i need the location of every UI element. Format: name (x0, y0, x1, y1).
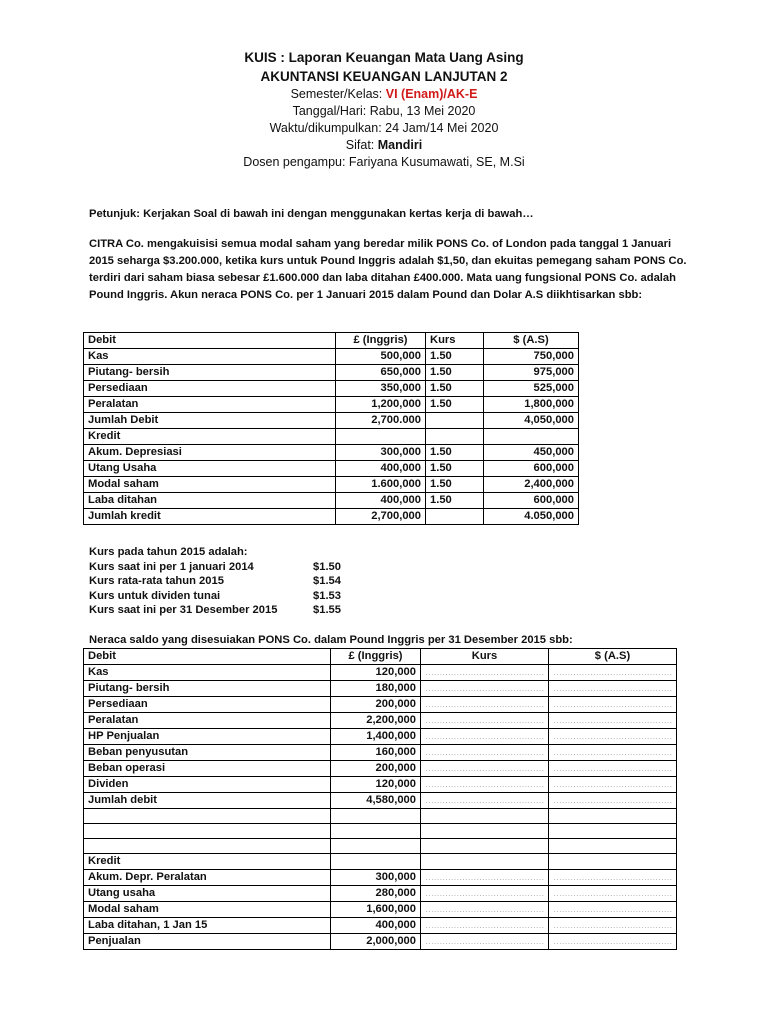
gbp-amount: 1.600,000 (336, 477, 426, 493)
usd-amount: 750,000 (484, 349, 579, 365)
usd-amount: 600,000 (484, 461, 579, 477)
rate-blank-cell: …………………………………… (421, 902, 549, 918)
rate-blank-cell (421, 839, 549, 854)
usd-blank-cell: …………………………………… (549, 918, 677, 934)
usd-blank-cell (549, 809, 677, 824)
table-row (84, 729, 677, 745)
nature-label: Sifat: (345, 138, 378, 152)
usd-blank-cell: …………………………………… (549, 761, 677, 777)
rate-blank-cell: …………………………………… (421, 713, 549, 729)
account-name: Piutang- bersih (84, 365, 336, 381)
account-name: Jumlah kredit (84, 509, 336, 525)
account-name: Modal saham (84, 477, 336, 493)
rate-blank-cell: …………………………………… (421, 918, 549, 934)
table-row (84, 934, 677, 950)
usd-blank-cell: …………………………………… (549, 697, 677, 713)
column-header: $ (A.S) (549, 649, 677, 665)
gbp-amount: 200,000 (331, 761, 421, 777)
exchange-rates-block (89, 545, 389, 618)
quiz-title: KUIS : Laporan Keuangan Mata Uang Asing (244, 50, 524, 65)
rate-value: $1.50 (313, 560, 341, 573)
rate-blank-cell (421, 809, 549, 824)
rate-blank-cell: …………………………………… (421, 870, 549, 886)
table-row (84, 809, 677, 824)
exchange-rate: 1.50 (426, 397, 484, 413)
usd-blank-cell: …………………………………… (549, 934, 677, 950)
usd-blank-cell: …………………………………… (549, 681, 677, 697)
gbp-amount (331, 809, 421, 824)
gbp-amount: 500,000 (336, 349, 426, 365)
account-name: Peralatan (84, 713, 331, 729)
usd-blank-cell: …………………………………… (549, 745, 677, 761)
exchange-rate (426, 509, 484, 525)
nature-line (0, 137, 768, 154)
rate-value: $1.53 (313, 589, 341, 602)
table-row (84, 902, 677, 918)
account-name: Utang usaha (84, 886, 331, 902)
usd-blank-cell: …………………………………… (549, 886, 677, 902)
rate-item (89, 574, 389, 589)
rate-blank-cell (421, 854, 549, 870)
gbp-amount: 120,000 (331, 665, 421, 681)
rate-label: Kurs saat ini per 1 januari 2014 (89, 560, 254, 573)
gbp-amount: 650,000 (336, 365, 426, 381)
gbp-amount: 300,000 (336, 445, 426, 461)
gbp-amount: 120,000 (331, 777, 421, 793)
gbp-amount: 180,000 (331, 681, 421, 697)
account-name: Piutang- bersih (84, 681, 331, 697)
table-row (84, 761, 677, 777)
rate-blank-cell: …………………………………… (421, 777, 549, 793)
rate-item (89, 560, 389, 575)
semester-value: VI (Enam)/AK-E (385, 87, 478, 101)
exchange-rate: 1.50 (426, 365, 484, 381)
usd-amount: 1,800,000 (484, 397, 579, 413)
table-row (84, 429, 579, 445)
gbp-amount: 4,580,000 (331, 793, 421, 809)
usd-amount: 600,000 (484, 493, 579, 509)
gbp-amount: 280,000 (331, 886, 421, 902)
table-row (84, 777, 677, 793)
table-header-row (84, 333, 579, 349)
rate-blank-cell: …………………………………… (421, 665, 549, 681)
usd-blank-cell: …………………………………… (549, 777, 677, 793)
semester-line (0, 86, 768, 103)
rate-label: Kurs saat ini per 31 Desember 2015 (89, 604, 278, 617)
account-name: Utang Usaha (84, 461, 336, 477)
gbp-amount: 400,000 (336, 493, 426, 509)
gbp-amount (336, 429, 426, 445)
usd-blank-cell: …………………………………… (549, 902, 677, 918)
rates-heading: Kurs pada tahun 2015 adalah: (89, 546, 248, 558)
gbp-amount: 400,000 (336, 461, 426, 477)
gbp-amount: 300,000 (331, 870, 421, 886)
semester-label: Semester/Kelas: (290, 87, 386, 101)
account-name: Jumlah Debit (84, 413, 336, 429)
usd-blank-cell (549, 839, 677, 854)
gbp-amount: 1,200,000 (336, 397, 426, 413)
rate-label: Kurs rata-rata tahun 2015 (89, 575, 224, 588)
account-name: Persediaan (84, 381, 336, 397)
exchange-rate: 1.50 (426, 493, 484, 509)
account-name: Beban operasi (84, 761, 331, 777)
rate-value: $1.55 (313, 604, 341, 617)
usd-amount: 975,000 (484, 365, 579, 381)
usd-blank-cell (549, 824, 677, 839)
rate-value: $1.54 (313, 575, 341, 588)
usd-amount: 4.050,000 (484, 509, 579, 525)
date-line: Tanggal/Hari: Rabu, 13 Mei 2020 (292, 104, 476, 118)
usd-blank-cell: …………………………………… (549, 729, 677, 745)
column-header: £ (Inggris) (331, 649, 421, 665)
table-row (84, 349, 579, 365)
gbp-amount (331, 824, 421, 839)
account-name: Modal saham (84, 902, 331, 918)
table-row (84, 413, 579, 429)
gbp-amount: 160,000 (331, 745, 421, 761)
instruction-text: Petunjuk: Kerjakan Soal di bawah ini dengan menggunakan kertas kerja di bawah… (89, 208, 534, 220)
lecturer-line: Dosen pengampu: Fariyana Kusumawati, SE, M.Si (243, 155, 525, 169)
rate-blank-cell: …………………………………… (421, 793, 549, 809)
rate-blank-cell: …………………………………… (421, 729, 549, 745)
opening-balance-table (83, 332, 579, 525)
usd-amount: 450,000 (484, 445, 579, 461)
account-name: Laba ditahan (84, 493, 336, 509)
account-name: Laba ditahan, 1 Jan 15 (84, 918, 331, 934)
account-name: Beban penyusutan (84, 745, 331, 761)
table-row (84, 854, 677, 870)
column-header: $ (A.S) (484, 333, 579, 349)
table-row (84, 365, 579, 381)
rate-item (89, 603, 389, 618)
trial-balance-table (83, 648, 677, 950)
rate-blank-cell: …………………………………… (421, 934, 549, 950)
exchange-rate: 1.50 (426, 445, 484, 461)
table-row (84, 886, 677, 902)
rate-blank-cell: …………………………………… (421, 697, 549, 713)
account-name: HP Penjualan (84, 729, 331, 745)
exchange-rate (426, 413, 484, 429)
gbp-amount: 2,200,000 (331, 713, 421, 729)
usd-amount: 2,400,000 (484, 477, 579, 493)
gbp-amount: 2,000,000 (331, 934, 421, 950)
table-row (84, 824, 677, 839)
table-row (84, 381, 579, 397)
rate-item (89, 589, 389, 604)
account-name: Kredit (84, 429, 336, 445)
gbp-amount: 1,400,000 (331, 729, 421, 745)
account-name (84, 809, 331, 824)
column-header: Debit (84, 333, 336, 349)
rate-blank-cell: …………………………………… (421, 886, 549, 902)
account-name (84, 824, 331, 839)
usd-blank-cell: …………………………………… (549, 793, 677, 809)
column-header: Kurs (426, 333, 484, 349)
table-row (84, 397, 579, 413)
exchange-rate: 1.50 (426, 477, 484, 493)
gbp-amount: 1,600,000 (331, 902, 421, 918)
usd-amount: 4,050,000 (484, 413, 579, 429)
usd-blank-cell (549, 854, 677, 870)
table-header-row (84, 649, 677, 665)
exchange-rate: 1.50 (426, 381, 484, 397)
gbp-amount: 350,000 (336, 381, 426, 397)
gbp-amount: 400,000 (331, 918, 421, 934)
table-row (84, 493, 579, 509)
account-name: Akum. Depresiasi (84, 445, 336, 461)
document-header (0, 49, 768, 171)
table-row (84, 681, 677, 697)
course-title: AKUNTANSI KEUANGAN LANJUTAN 2 (260, 69, 508, 84)
table-row (84, 509, 579, 525)
exchange-rate: 1.50 (426, 461, 484, 477)
table-row (84, 713, 677, 729)
table-row (84, 665, 677, 681)
rate-blank-cell: …………………………………… (421, 761, 549, 777)
account-name: Kas (84, 349, 336, 365)
account-name: Akum. Depr. Peralatan (84, 870, 331, 886)
usd-amount (484, 429, 579, 445)
exchange-rate: 1.50 (426, 349, 484, 365)
table-row (84, 445, 579, 461)
exchange-rate (426, 429, 484, 445)
table-row (84, 839, 677, 854)
usd-amount: 525,000 (484, 381, 579, 397)
account-name: Dividen (84, 777, 331, 793)
table-row (84, 793, 677, 809)
table-row (84, 870, 677, 886)
rate-blank-cell: …………………………………… (421, 745, 549, 761)
deadline-line: Waktu/dikumpulkan: 24 Jam/14 Mei 2020 (269, 121, 499, 135)
gbp-amount: 2,700.000 (336, 413, 426, 429)
table-row (84, 461, 579, 477)
rate-blank-cell (421, 824, 549, 839)
usd-blank-cell: …………………………………… (549, 713, 677, 729)
table-row (84, 918, 677, 934)
nature-value: Mandiri (377, 138, 423, 152)
column-header: £ (Inggris) (336, 333, 426, 349)
table-row (84, 477, 579, 493)
table-row (84, 697, 677, 713)
rate-label: Kurs untuk dividen tunai (89, 589, 221, 602)
column-header: Debit (84, 649, 331, 665)
account-name: Kas (84, 665, 331, 681)
column-header: Kurs (421, 649, 549, 665)
account-name: Penjualan (84, 934, 331, 950)
account-name: Jumlah debit (84, 793, 331, 809)
usd-blank-cell: …………………………………… (549, 870, 677, 886)
rate-blank-cell: …………………………………… (421, 681, 549, 697)
gbp-amount (331, 839, 421, 854)
account-name: Peralatan (84, 397, 336, 413)
gbp-amount (331, 854, 421, 870)
trial-balance-caption: Neraca saldo yang disesuiakan PONS Co. dalam Pound Inggris per 31 Desember 2015 sbb: (89, 634, 573, 646)
gbp-amount: 200,000 (331, 697, 421, 713)
gbp-amount: 2,700,000 (336, 509, 426, 525)
usd-blank-cell: …………………………………… (549, 665, 677, 681)
account-name: Persediaan (84, 697, 331, 713)
table-row (84, 745, 677, 761)
problem-paragraph: CITRA Co. mengakuisisi semua modal saham yang beredar milik PONS Co. of London pada tanggal 1 Januari 2015 seharga $3.200.000, ketika kurs untuk Pound Inggris adalah $1,50, dan ekuitas pemegang saham PONS Co. terdiri dari saham biasa sebesar £1.600.000 dan laba ditahan £400.000. Mata uang fungsional PONS Co. adalah Pound Inggris. Akun neraca PONS Co. per 1 Januari 2015 dalam Pound dan Dolar A.S diikhtisarkan sbb: (89, 238, 687, 301)
account-name: Kredit (84, 854, 331, 870)
account-name (84, 839, 331, 854)
